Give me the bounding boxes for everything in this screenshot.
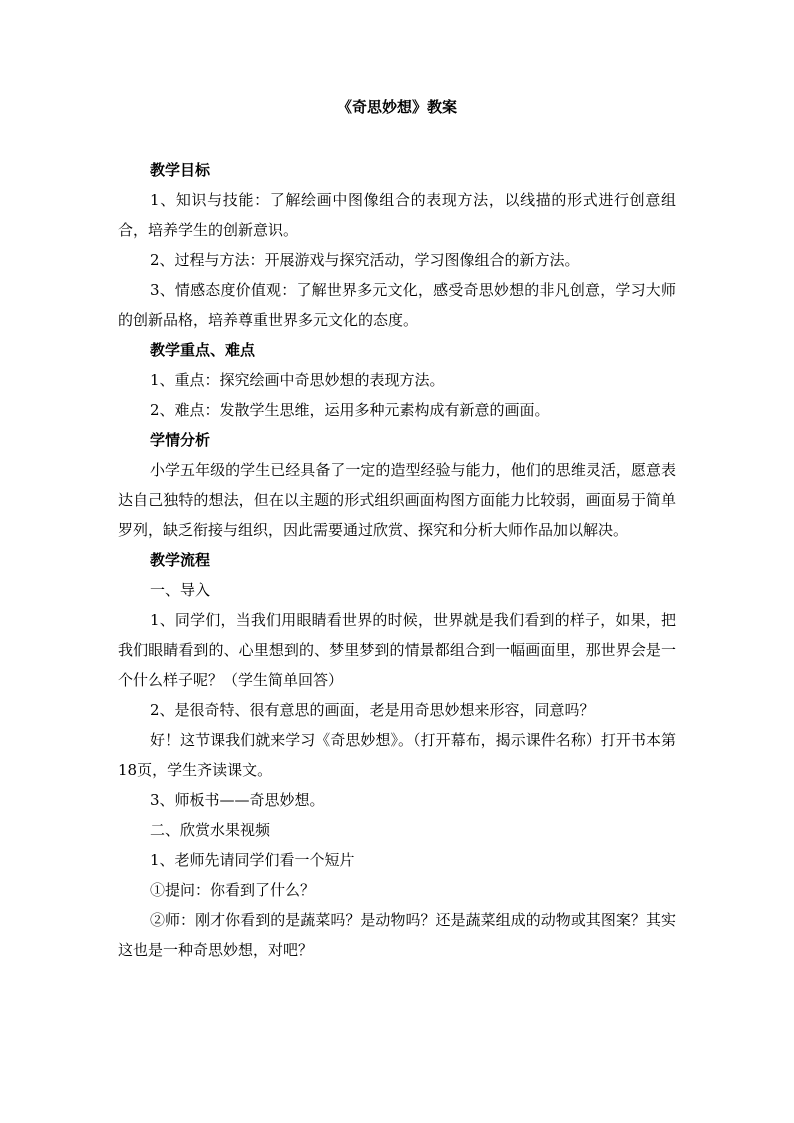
paragraph: 1、知识与技能：了解绘画中图像组合的表现方法，以线描的形式进行创意组合，培养学生的创新意识。 [118, 191, 676, 239]
section-heading: 学情分析 [150, 431, 211, 449]
paragraph: 1、重点：探究绘画中奇思妙想的表现方法。 [150, 371, 445, 389]
paragraph: 1、老师先请同学们看一个短片 [150, 851, 355, 869]
paragraph: 二、欣赏水果视频 [150, 821, 271, 839]
paragraph: 2、难点：发散学生思维，运用多种元素构成有新意的画面。 [150, 401, 550, 419]
paragraph: 3、师板书——奇思妙想。 [150, 791, 325, 809]
document-body [118, 155, 676, 965]
section-heading: 教学重点、难点 [150, 341, 256, 359]
paragraph: 小学五年级的学生已经具备了一定的造型经验与能力，他们的思维灵活，愿意表达自己独特的想法，但在以主题的形式组织画面构图方面能力比较弱，画面易于简单罗列，缺乏衔接与组织，因此需要通过欣赏、探究和分析大师作品加以解决。 [118, 461, 676, 539]
section-heading: 教学目标 [150, 161, 211, 179]
paragraph: 2、过程与方法：开展游戏与探究活动，学习图像组合的新方法。 [150, 251, 580, 269]
section-heading: 教学流程 [150, 551, 211, 569]
document-title: 《奇思妙想》教案 [336, 98, 457, 116]
paragraph: 一、导入 [150, 581, 211, 599]
paragraph: ①提问：你看到了什么？ [150, 881, 316, 899]
paragraph: ②师：刚才你看到的是蔬菜吗？是动物吗？还是蔬菜组成的动物或其图案？其实这也是一种奇思妙想，对吧？ [118, 911, 676, 959]
paragraph: 好！这节课我们就来学习《奇思妙想》。（打开幕布，揭示课件名称）打开书本第18页，学生齐读课文。 [118, 731, 676, 779]
paragraph: 3、情感态度价值观：了解世界多元文化，感受奇思妙想的非凡创意，学习大师的创新品格，培养尊重世界多元文化的态度。 [118, 281, 676, 329]
paragraph: 2、是很奇特、很有意思的画面，老是用奇思妙想来形容，同意吗？ [150, 701, 595, 719]
paragraph: 1、同学们，当我们用眼睛看世界的时候，世界就是我们看到的样子，如果，把我们眼睛看到的、心里想到的、梦里梦到的情景都组合到一幅画面里，那世界会是一个什么样子呢？（学生简单回答） [118, 611, 676, 689]
